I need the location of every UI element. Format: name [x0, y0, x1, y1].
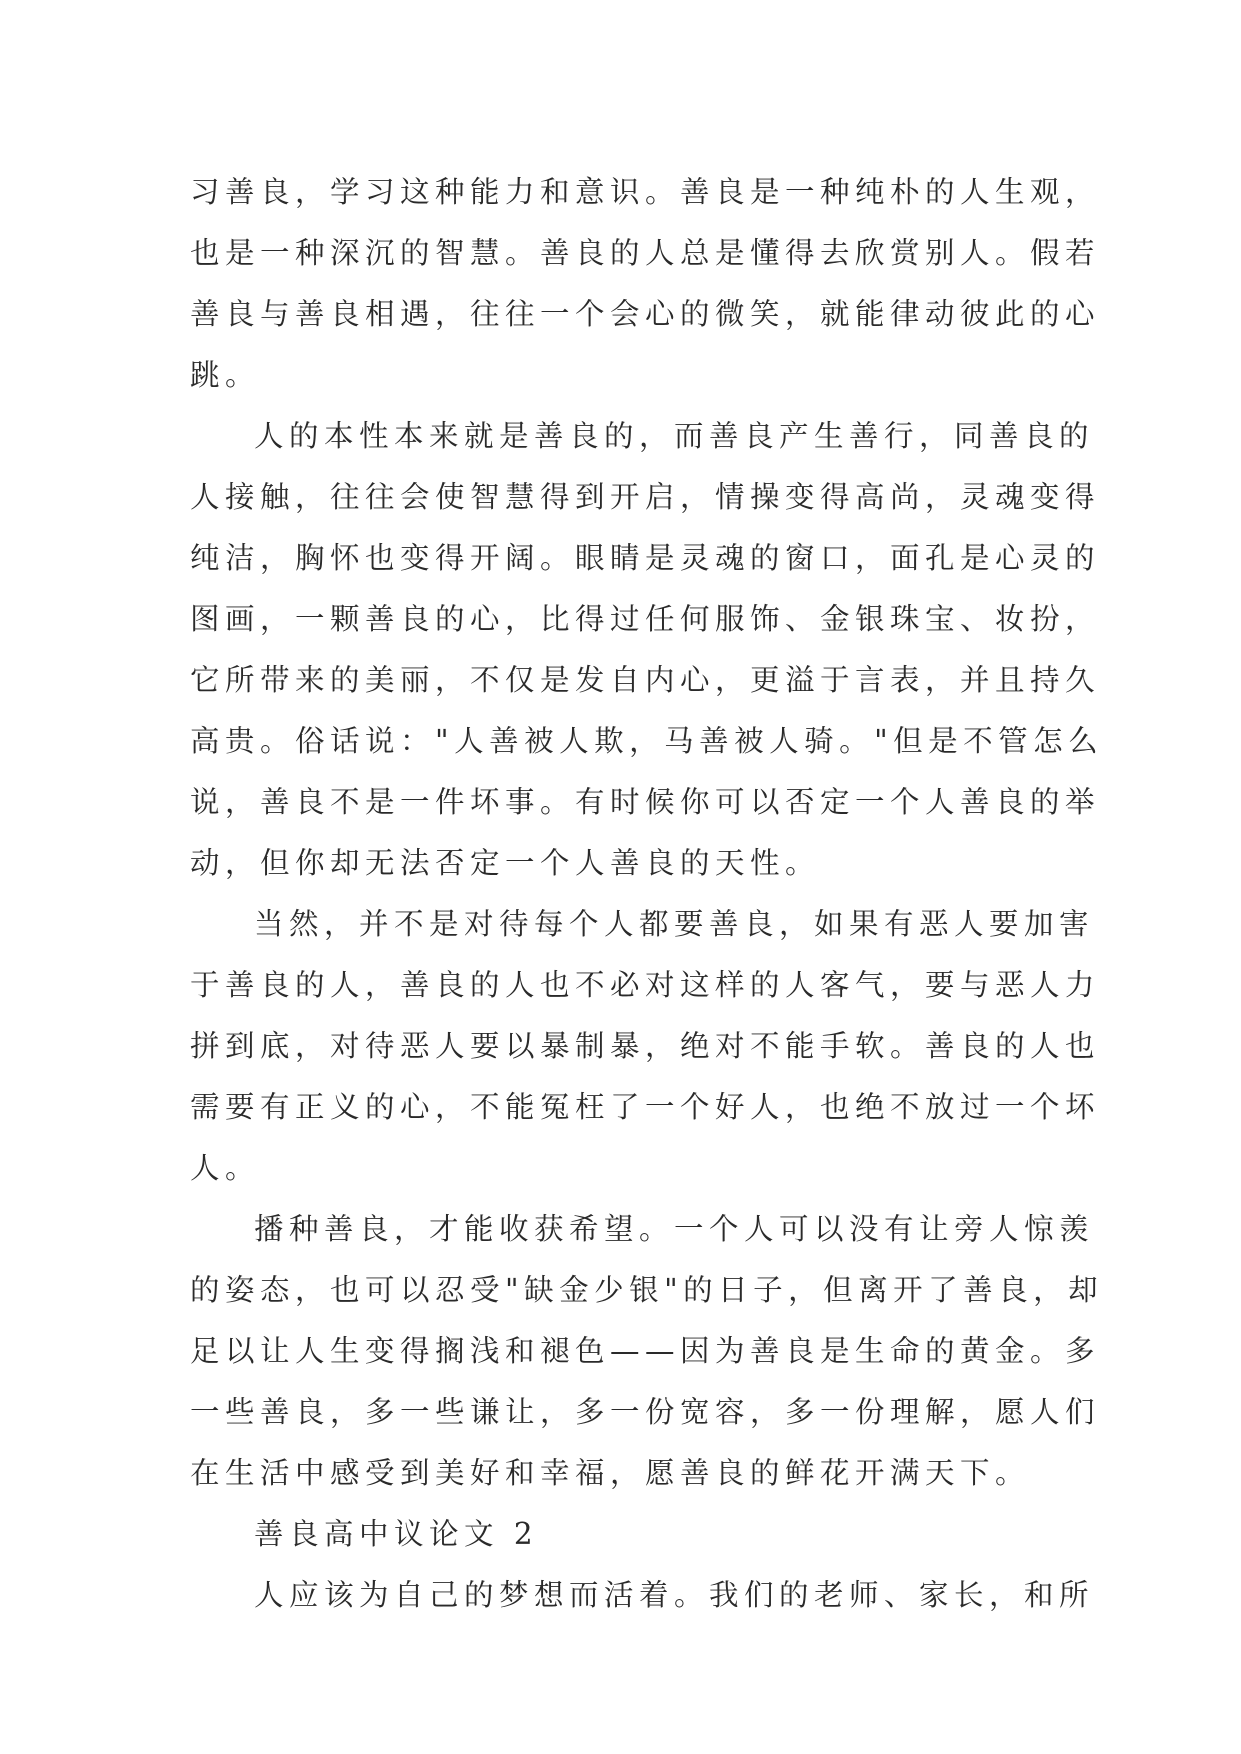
- document-body: [190, 162, 1104, 1626]
- paragraph-first-line: 人应该为自己的梦想而活着。我们的老师、家长，和所: [254, 1578, 1095, 1612]
- paragraph-first-line: 当然，并不是对待每个人都要善良，如果有恶人要加害: [254, 907, 1095, 941]
- text-line: 也是一种深沉的智慧。善良的人总是懂得去欣赏别人。假若: [190, 236, 1101, 270]
- text-line: 人。: [190, 1151, 261, 1185]
- text-line: 拼到底，对待恶人要以暴制暴，绝对不能手软。善良的人也: [190, 1029, 1101, 1063]
- text-line: 高贵。俗话说："人善被人欺，马善被人骑。"但是不管怎么: [190, 724, 1104, 758]
- text-line: 需要有正义的心，不能冤枉了一个好人，也绝不放过一个坏: [190, 1090, 1101, 1124]
- text-line: 跳。: [190, 358, 261, 392]
- text-line: 说，善良不是一件坏事。有时候你可以否定一个人善良的举: [190, 785, 1101, 819]
- text-line: 善良与善良相遇，往往一个会心的微笑，就能律动彼此的心: [190, 297, 1101, 331]
- paragraph-first-line: 人的本性本来就是善良的，而善良产生善行，同善良的: [254, 419, 1095, 453]
- text-line: 于善良的人，善良的人也不必对这样的人客气，要与恶人力: [190, 968, 1101, 1002]
- text-line: 足以让人生变得搁浅和褪色——因为善良是生命的黄金。多: [190, 1334, 1101, 1368]
- text-line: 纯洁，胸怀也变得开阔。眼睛是灵魂的窗口，面孔是心灵的: [190, 541, 1101, 575]
- paragraph-first-line: 播种善良，才能收获希望。一个人可以没有让旁人惊羡: [254, 1212, 1095, 1246]
- text-line: 它所带来的美丽，不仅是发自内心，更溢于言表，并且持久: [190, 663, 1101, 697]
- text-line: 的姿态，也可以忍受"缺金少银"的日子，但离开了善良，却: [190, 1273, 1104, 1307]
- text-line: 在生活中感受到美好和幸福，愿善良的鲜花开满天下。: [190, 1456, 1031, 1490]
- text-line: 动，但你却无法否定一个人善良的天性。: [190, 846, 821, 880]
- text-line: 人接触，往往会使智慧得到开启，情操变得高尚，灵魂变得: [190, 480, 1101, 514]
- text-line: 习善良，学习这种能力和意识。善良是一种纯朴的人生观，: [190, 175, 1101, 209]
- text-line: 一些善良，多一些谦让，多一份宽容，多一份理解，愿人们: [190, 1395, 1101, 1429]
- text-line: 图画，一颗善良的心，比得过任何服饰、金银珠宝、妆扮，: [190, 602, 1101, 636]
- section-heading: 善良高中议论文 2: [254, 1517, 539, 1551]
